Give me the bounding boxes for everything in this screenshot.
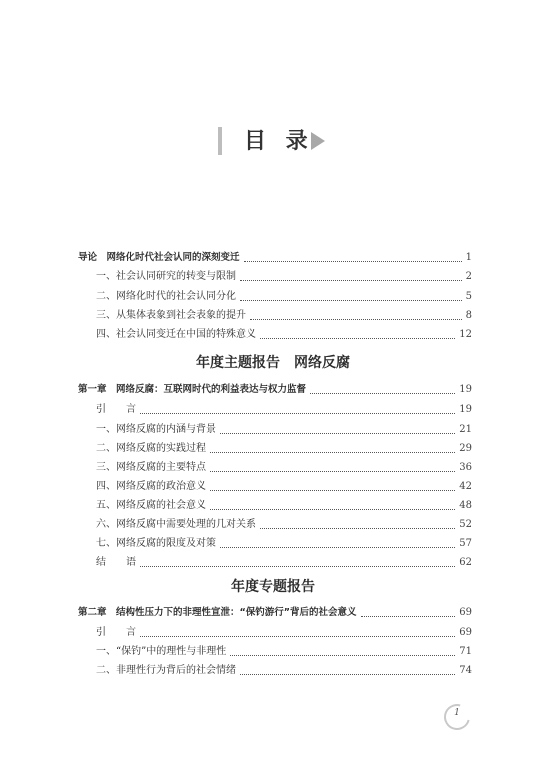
play-arrow-icon bbox=[311, 132, 325, 150]
toc-entry-page: 19 bbox=[459, 404, 472, 415]
toc-entry-page: 5 bbox=[465, 291, 472, 302]
dot-leader bbox=[220, 433, 455, 434]
toc-entry-page: 74 bbox=[459, 665, 472, 676]
dot-leader bbox=[220, 547, 455, 548]
toc-entry[interactable] bbox=[96, 642, 472, 662]
toc-entry-label: 引 言 bbox=[96, 627, 136, 638]
toc-entry-label: 二、网络化时代的社会认同分化 bbox=[96, 291, 236, 302]
dot-leader bbox=[140, 566, 455, 567]
dot-leader bbox=[240, 280, 462, 281]
toc-entry[interactable] bbox=[96, 534, 472, 554]
toc-entry-intro[interactable] bbox=[78, 248, 472, 268]
dot-leader bbox=[140, 413, 455, 414]
toc-entry[interactable] bbox=[96, 553, 472, 573]
dot-leader bbox=[210, 490, 455, 491]
toc-entry-page: 2 bbox=[465, 271, 472, 282]
dot-leader bbox=[210, 452, 455, 453]
dot-leader bbox=[240, 674, 455, 675]
toc-entry-label: 三、从集体表象到社会表象的提升 bbox=[96, 310, 246, 321]
toc-entry[interactable] bbox=[96, 325, 472, 345]
dot-leader bbox=[250, 319, 462, 320]
dot-leader bbox=[361, 616, 456, 617]
toc-entry-page: 12 bbox=[459, 329, 472, 340]
dot-leader bbox=[244, 261, 462, 262]
toc-entry-label: 一、“保钓”中的理性与非理性 bbox=[96, 646, 227, 657]
toc-entry[interactable] bbox=[96, 267, 472, 287]
toc-entry-label: 五、网络反腐的社会意义 bbox=[96, 500, 206, 511]
dot-leader bbox=[310, 393, 455, 394]
page-title: 目 录 bbox=[244, 128, 314, 154]
page-number-badge bbox=[444, 704, 470, 730]
toc-entry-page: 57 bbox=[459, 538, 472, 549]
toc-title-block bbox=[218, 124, 338, 158]
toc-entry[interactable] bbox=[96, 477, 472, 497]
toc-entry-label: 二、非理性行为背后的社会情绪 bbox=[96, 665, 236, 676]
toc-entry-page: 29 bbox=[459, 443, 472, 454]
toc-entry-label: 六、网络反腐中需要处理的几对关系 bbox=[96, 519, 256, 530]
toc-entry-label: 结 语 bbox=[96, 557, 136, 568]
toc-entry-page: 21 bbox=[459, 424, 472, 435]
toc-entry-label: 三、网络反腐的主要特点 bbox=[96, 462, 206, 473]
toc-entry[interactable] bbox=[96, 458, 472, 478]
toc-entry-page: 36 bbox=[459, 462, 472, 473]
toc-entry-page: 48 bbox=[459, 500, 472, 511]
toc-entry[interactable] bbox=[96, 496, 472, 516]
section-heading: 年度主题报告 网络反腐 bbox=[196, 355, 350, 371]
dot-leader bbox=[210, 471, 455, 472]
toc-entry-label: 一、社会认同研究的转变与限制 bbox=[96, 271, 236, 282]
toc-entry[interactable] bbox=[96, 287, 472, 307]
toc-entry-label: 第二章 结构性压力下的非理性宣泄：“保钓游行”背后的社会意义 bbox=[78, 607, 357, 618]
toc-entry-page: 71 bbox=[459, 646, 472, 657]
toc-entry-label: 导论 网络化时代社会认同的深刻变迁 bbox=[78, 252, 240, 263]
section-heading: 年度专题报告 bbox=[231, 579, 315, 595]
title-accent-bar bbox=[218, 127, 222, 155]
toc-entry-chapter-1[interactable] bbox=[78, 380, 472, 400]
toc-entry[interactable] bbox=[96, 439, 472, 459]
dot-leader bbox=[210, 509, 455, 510]
toc-entry[interactable] bbox=[96, 661, 472, 681]
toc-entry-page: 52 bbox=[459, 519, 472, 530]
dot-leader bbox=[260, 338, 455, 339]
toc-entry-label: 引 言 bbox=[96, 404, 136, 415]
toc-entry[interactable] bbox=[96, 623, 472, 643]
dot-leader bbox=[240, 300, 462, 301]
toc-entry-label: 四、社会认同变迁在中国的特殊意义 bbox=[96, 329, 256, 340]
toc-entry-page: 62 bbox=[459, 557, 472, 568]
toc-entry-label: 七、网络反腐的限度及对策 bbox=[96, 538, 216, 549]
toc-entry-label: 一、网络反腐的内涵与背景 bbox=[96, 424, 216, 435]
toc-entry[interactable] bbox=[96, 306, 472, 326]
toc-entry-page: 69 bbox=[459, 627, 472, 638]
toc-entry-label: 四、网络反腐的政治意义 bbox=[96, 481, 206, 492]
toc-entry-label: 第一章 网络反腐：互联网时代的利益表达与权力监督 bbox=[78, 384, 307, 395]
dot-leader bbox=[260, 528, 455, 529]
toc-entry-page: 42 bbox=[459, 481, 472, 492]
toc-entry[interactable] bbox=[96, 400, 472, 420]
toc-entry-page: 1 bbox=[465, 252, 472, 263]
toc-entry[interactable] bbox=[96, 420, 472, 440]
page-number: 1 bbox=[454, 708, 460, 718]
dot-leader bbox=[140, 636, 455, 637]
toc-entry-page: 69 bbox=[459, 607, 472, 618]
toc-entry[interactable] bbox=[96, 515, 472, 535]
toc-entry-page: 19 bbox=[459, 384, 472, 395]
toc-entry-chapter-2[interactable] bbox=[78, 603, 472, 623]
toc-entry-page: 8 bbox=[465, 310, 472, 321]
dot-leader bbox=[230, 655, 455, 656]
toc-entry-label: 二、网络反腐的实践过程 bbox=[96, 443, 206, 454]
